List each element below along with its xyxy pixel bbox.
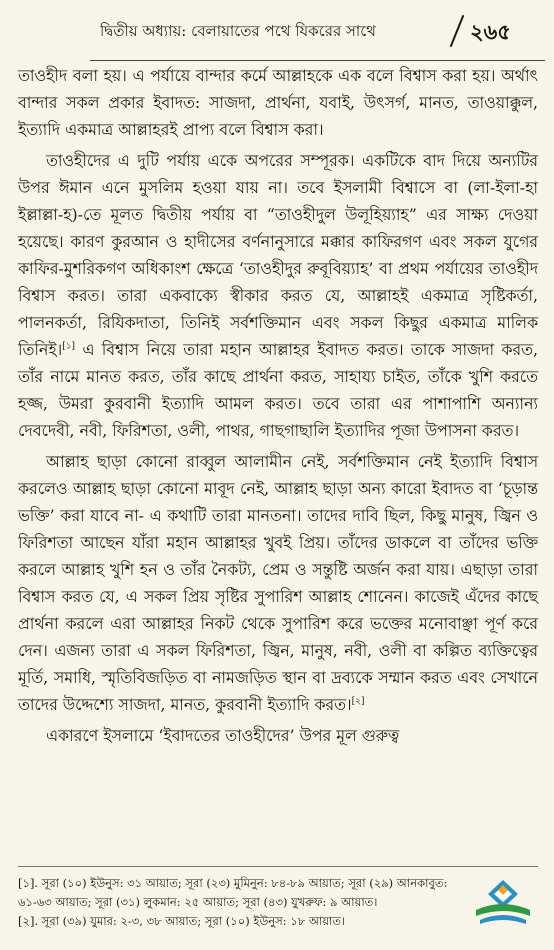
header-rule <box>90 60 545 61</box>
paragraph-4 <box>18 722 538 749</box>
page-number: ২৬৫ <box>470 19 511 44</box>
chapter-title: দ্বিতীয় অধ্যায়: বেলায়াতের পথে যিকরের সাথে <box>100 22 376 40</box>
page-header <box>70 14 540 46</box>
paragraph-text: এ বিশ্বাস নিয়ে তারা মহান আল্লাহর ইবাদত করত। তাকে সাজদা করত, তাঁর নামে মানত করত, তাঁর কাছে প্রার্থনা করত, সাহায্য চাইত, তাঁকে খুশি করতে হজ্জ, উমরা কুরবানী ইত্যাদি আমল করত। তবে তারা এর পাশাপাশি অন্যান্য দেবদেবী, নবী, ফিরিশতা, ওলী, পাথর, গাছগাছালি ইত্যাদির পূজা উপাসনা করত। <box>18 340 538 440</box>
header-divider <box>450 15 465 47</box>
footnote-2: [২]. সূরা (৩৯) যুমার: ২-৩, ৩৮ আয়াত; সূরা (১০) ইউনুস: ১৮ আয়াত। <box>18 914 346 928</box>
paragraph-text: আল্লাহ ছাড়া কোনো রাব্বুল আলামীন নেই, সর্বশক্তিমান নেই ইত্যাদি বিশ্বাস করলেও আল্লাহ ছাড়া কোনো মাবূদ নেই, আল্লাহ ছাড়া অন্য কারো ইবাদত বা ‘চূড়ান্ত ভক্তি’ করা যাবে না- এ কথাটি তারা মানতনা। তাদের দাবি ছিল, কিছু মানুষ, জ্বিন ও ফিরিশতা আছেন যাঁরা মহান আল্লাহর খুবই প্রিয়। তাঁদের ডাকলে বা তাঁদের ভক্তি করলে আল্লাহ খুশি হন ও তাঁর নৈকট্য, প্রেম ও সন্তুষ্টি অর্জন করা যায়। এছাড়া তারা বিশ্বাস করত যে, এ সকল প্রিয় সৃষ্টির সুপারিশ আল্লাহ শোনেন। কাজেই এঁদের কাছে প্রার্থনা করলে এরা আল্লাহর নিকট থেকে সুপারিশ করে ভক্তের মনোবাঞ্ছা পূর্ণ করে দেন। এজন্য তারা এ সকল ফিরিশতা, জ্বিন, মানুষ, নবী, ওলী বা কল্পিত ব্যক্তিত্বের মূর্তি, সমাধি, স্মৃতিবিজড়িত বা নামজড়িত স্থান বা দ্রব্যকে সম্মান করত এবং সেখানে তাদের উদ্দেশ্যে সাজদা, মানত, কুরবানী ইত্যাদি করত। <box>18 452 538 714</box>
footnote-marker[interactable]: [২] <box>351 696 365 707</box>
body-text <box>18 62 538 753</box>
footnotes <box>18 874 458 931</box>
paragraph-1 <box>18 62 538 143</box>
paragraph-3 <box>18 448 538 718</box>
footnote-marker[interactable]: [১] <box>62 341 76 352</box>
paragraph-text: একারণে ইসলামে ‘ইবাদতের তাওহীদের’ উপর মূল গুরুত্ব <box>46 726 400 745</box>
paragraph-2 <box>18 147 538 444</box>
publisher-logo-icon <box>468 876 538 930</box>
footnote-1: [১]. সূরা (১০) ইউনুস: ৩১ আয়াত; সূরা (২৩) মুমিনুন: ৮৪-৮৯ আয়াত; সূরা (২৯) আনকাবুত: ৬১-৬৩ আয়াত; সূরা (৩১) লুকমান: ২৫ আয়াত; সূরা (৪৩) যুখরুফ: ৯ আয়াত। <box>18 876 448 909</box>
paragraph-text: তাওহীদের এ দুটি পর্যায় একে অপরের সম্পূরক। একটিকে বাদ দিয়ে অন্যটির উপর ঈমান এনে মুসলিম হওয়া যায় না। তবে ইসলামী বিশ্বাসে বা (লা-ইলা-হা ইল্লাল্লা-হ)-তে মূলত দ্বিতীয় পর্যায় বা “তাওহীদুল উলূহিয়্যাহ” এর সাক্ষ্য দেওয়া হয়েছে। কারণ কুরআন ও হাদীসের বর্ণনানুসারে মক্কার কাফিরগণ এবং সকল যুগের কাফির-মুশরিকগণ অধিকাংশ ক্ষেত্রে ‘তাওহীদুর রুবূবিয়্যাহ’ বা প্রথম পর্যায়ের তাওহীদ বিশ্বাস করত। তারা একবাক্যে স্বীকার করত যে, আল্লাহই একমাত্র সৃষ্টিকর্তা, পালনকর্তা, রিযিকদাতা, তিনিই সর্বশক্তিমান এবং সকল কিছুর একমাত্র মালিক তিনিই। <box>18 151 538 359</box>
footnote-rule <box>18 866 538 867</box>
paragraph-text: তাওহীদ বলা হয়। এ পর্যায়ে বান্দার কর্মে আল্লাহকে এক বলে বিশ্বাস করা হয়। অর্থাৎ বান্দার সকল প্রকার ইবাদত: সাজদা, প্রার্থনা, যবাই, উৎসর্গ, মানত, তাওয়াক্কুল, ইত্যাদি একমাত্র আল্লাহরই প্রাপ্য বলে বিশ্বাস করা। <box>18 66 538 139</box>
